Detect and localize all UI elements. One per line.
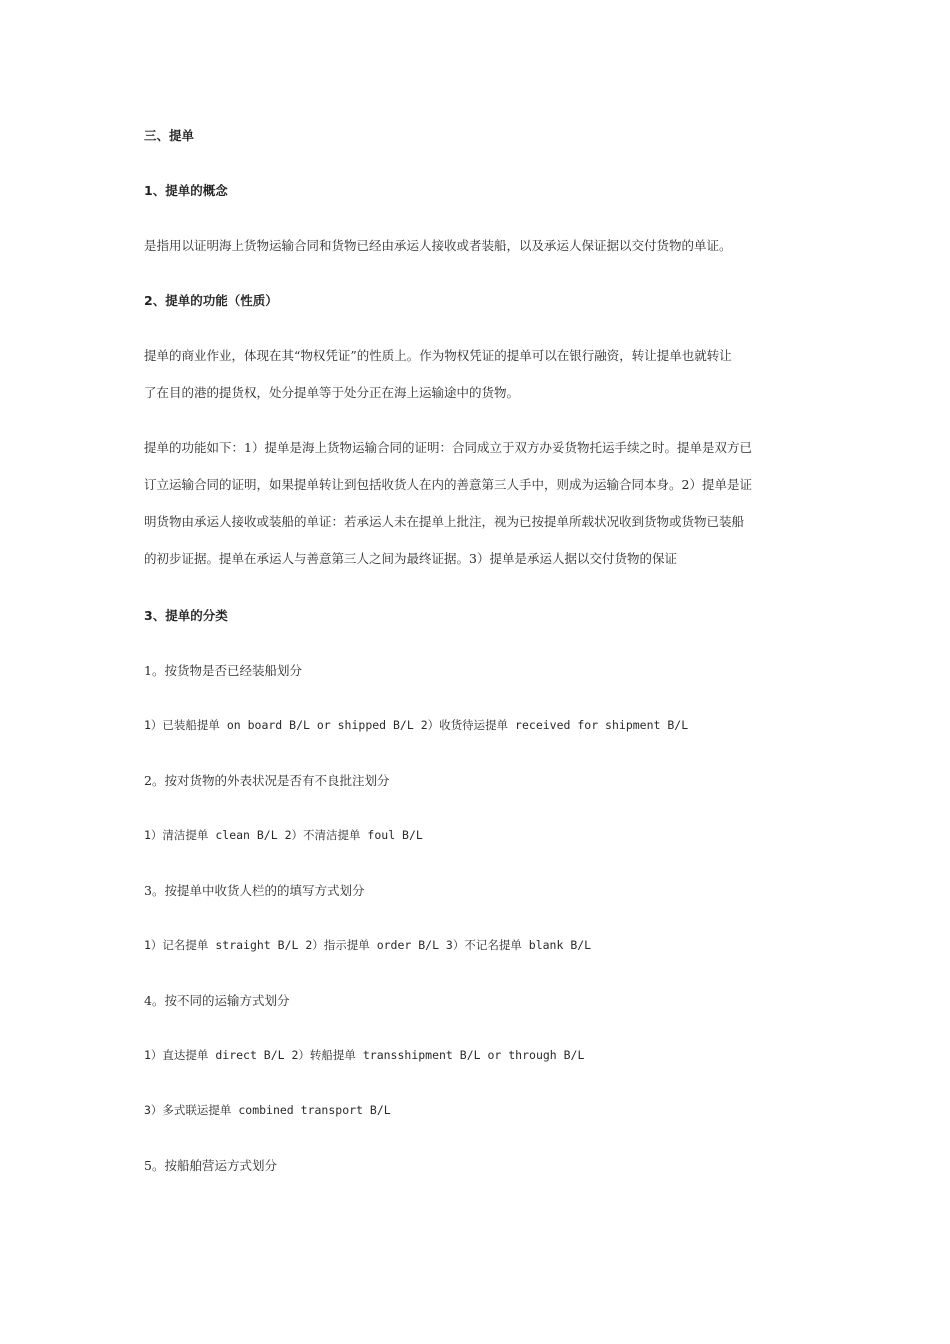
classification-2-items: 1）清洁提单 clean B/L 2）不清洁提单 foul B/L xyxy=(144,828,423,842)
classification-4-items-b: 3）多式联运提单 combined transport B/L xyxy=(144,1103,391,1117)
heading-function: 2、提单的功能（性质） xyxy=(144,293,278,308)
classification-1-title: 1。按货物是否已经装船划分 xyxy=(144,663,302,678)
section-title: 三、提单 xyxy=(144,128,195,143)
paragraph-function-list-line-3: 明货物由承运人接收或装船的单证：若承运人未在提单上批注，视为已按提单所载状况收到货物或货物已装船 xyxy=(144,514,745,529)
heading-classification: 3、提单的分类 xyxy=(144,608,228,623)
classification-3-title: 3。按提单中收货人栏的的填写方式划分 xyxy=(144,883,365,898)
classification-2-title: 2。按对货物的外表状况是否有不良批注划分 xyxy=(144,773,390,788)
classification-5-title: 5。按船舶营运方式划分 xyxy=(144,1158,277,1173)
paragraph-function-list-line-2: 订立运输合同的证明，如果提单转让到包括收货人在内的善意第三人手中，则成为运输合同本身。2）提单是证 xyxy=(144,477,752,492)
classification-4-title: 4。按不同的运输方式划分 xyxy=(144,993,290,1008)
classification-4-items-a: 1）直达提单 direct B/L 2）转船提单 transshipment B/L or through B/L xyxy=(144,1048,585,1062)
paragraph-function-line-2: 了在目的港的提货权，处分提单等于处分正在海上运输途中的货物。 xyxy=(144,385,520,400)
classification-3-items: 1）记名提单 straight B/L 2）指示提单 order B/L 3）不记名提单 blank B/L xyxy=(144,938,592,952)
paragraph-function-list-line-4: 的初步证据。提单在承运人与善意第三人之间为最终证据。3）提单是承运人据以交付货物的保证 xyxy=(144,551,677,566)
paragraph-function-line-1: 提单的商业作业，体现在其“物权凭证”的性质上。作为物权凭证的提单可以在银行融资，转让提单也就转让 xyxy=(144,348,732,363)
paragraph-function-list-line-1: 提单的功能如下：1）提单是海上货物运输合同的证明：合同成立于双方办妥货物托运手续之时。提单是双方已 xyxy=(144,440,752,455)
classification-1-items: 1）已装船提单 on board B/L or shipped B/L 2）收货待运提单 received for shipment B/L xyxy=(144,718,689,732)
paragraph-concept: 是指用以证明海上货物运输合同和货物已经由承运人接收或者装船，以及承运人保证据以交付货物的单证。 xyxy=(144,238,732,253)
heading-concept: 1、提单的概念 xyxy=(144,183,228,198)
